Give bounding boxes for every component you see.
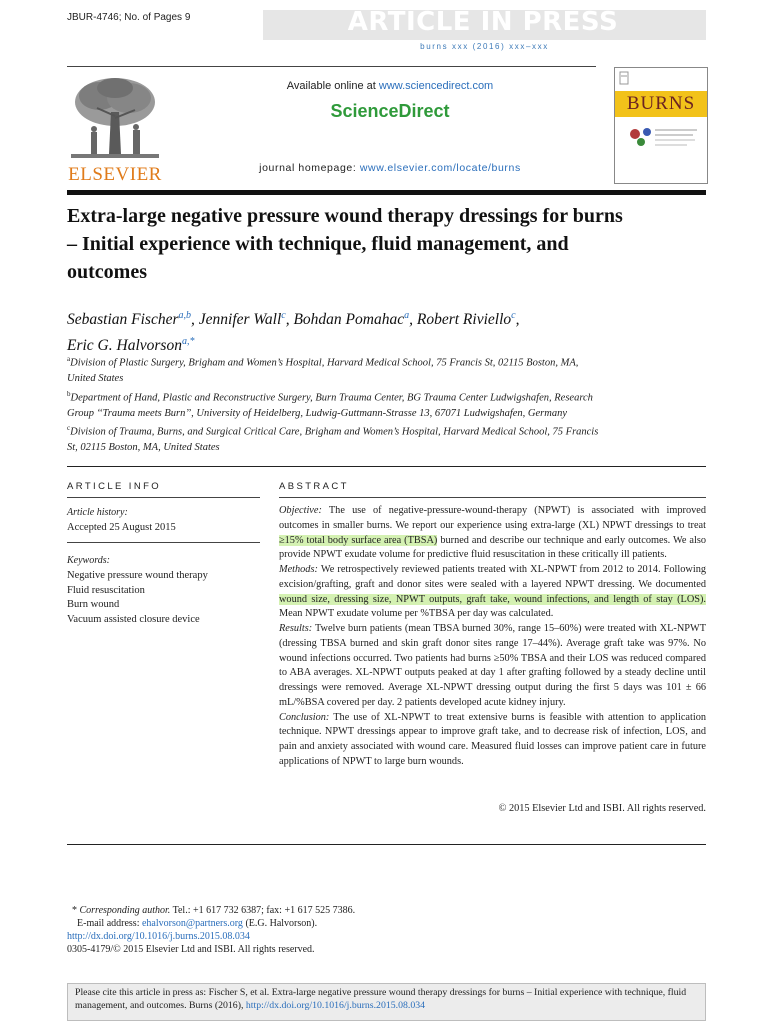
article-in-press-label: ARTICLE IN PRESS [347,7,619,37]
accepted-date: Accepted 25 August 2015 [67,522,176,533]
abstract-rule [279,497,706,498]
author[interactable]: Eric G. Halvorson$^{a,*}$ [67,336,195,355]
doi-link[interactable]: http://dx.doi.org/10.1016/j.burns.2015.08.034 [67,931,250,942]
author-affil-marker[interactable]: a,b [178,310,191,321]
abstract-body [279,504,706,770]
cite-doi-link[interactable]: http://dx.doi.org/10.1016/j.burns.2015.08.034 [245,1000,426,1011]
highlight: wound size, dressing size, NPWT outputs, graft take, wound infections, and length of stay (LOS). [279,593,706,605]
journal-homepage-line [200,162,580,174]
homepage-prefix: journal homepage: [259,162,360,174]
sciencedirect-link[interactable]: www.sciencedirect.com [378,80,494,92]
cite-text: Please cite this article in press as: Fischer S, et al. Extra-large negative pressure wound therapy dressings for burns – Initial experience with technique, fluid management, and outcomes. Burns (2016), http://dx.doi.org/10.1016/j.burns.2015.08.034 [75,987,687,1011]
article-info-heading: ARTICLE INFO [67,481,162,492]
masthead-bottom-rule [67,190,706,195]
author-affil-marker[interactable]: a [404,310,410,321]
affiliation: $^c$Division of Trauma, Burns, and Surgical Critical Care, Brigham and Women’s Hospital, Harvard Medical School, 75 Francis St, 02115 Boston, MA, United States [67,424,599,453]
available-online-line [200,80,580,92]
cover-title: BURNS [626,93,696,114]
keywords-label: Keywords: [67,555,110,566]
author[interactable]: Bohdan Pomahac$^a$, [293,310,417,329]
keywords-rule [67,542,260,543]
keyword: Fluid resuscitation [67,584,145,596]
journal-homepage-link[interactable]: www.elsevier.com/locate/burns [359,162,521,174]
article-id: JBUR-4746; No. of Pages 9 [67,12,191,23]
affiliation: $^a$Division of Plastic Surgery, Brigham and Women’s Hospital, Harvard Medical School, 75 Francis St, 02115 Boston, MA, United States [67,355,579,384]
article-history-label: Article history: [67,507,128,518]
affiliations [67,352,607,456]
author[interactable]: Jennifer Wall$^c$, [198,310,294,329]
abstract-conclusion: Conclusion: The use of XL-NPWT to treat extensive burns is feasible with attention to application technique. NPWT dressings appear to improve graft take, and to decrease risk of infection, LOS, and pain and anxiety associated with wound care. Measured fluid losses can improve patient care in future applications of NPWT to large burn wounds. [279,711,706,767]
keyword: Vacuum assisted closure device [67,614,200,626]
email-line: E-mail address: ehalvorson@partners.org (E.G. Halvorson). [77,918,318,929]
abstract-objective: Objective: The use of negative-pressure-wound-therapy (NPWT) is associated with improved outcomes in smaller burns. We report our experience using extra-large (XL) NPWT dressings to treat ≥15% total body surface area (TBSA) burned and describe our technique and early outcomes. We also provide NPWT exudate volume for predictive fluid resuscitation in these critically ill patients. [279,505,706,561]
keywords-list [67,569,208,628]
keyword: Negative pressure wound therapy [67,570,208,581]
cover-publisher-icon [619,71,629,85]
paper-title: Extra-large negative pressure wound therapy dressings for burns – Initial experience with technique, fluid management, and outcomes [67,205,623,283]
section-divider [67,466,706,467]
masthead-top-rule [67,66,596,67]
abstract-heading: ABSTRACT [279,481,349,492]
elsevier-logo [67,72,163,184]
author[interactable]: Robert Riviello$^c$, [416,310,520,329]
highlight: ≥15% total body surface area (TBSA) [279,534,438,546]
author-affil-marker[interactable]: c [281,310,286,321]
issn-line: 0305-4179/© 2015 Elsevier Ltd and ISBI. All rights reserved. [67,944,315,955]
footnotes [67,904,567,956]
affiliation: $^b$Department of Hand, Plastic and Reconstructive Surgery, Burn Trauma Center, BG Trauma Center Ludwigshafen, Research Group ‘‘Trauma meets Burn’’, University of Heidelberg, Ludwig-Guttmann-Strasse 13, 67071 Ludwigshafen, Germany [67,389,593,419]
abstract-methods: Methods: We retrospectively reviewed patients treated with XL-NPWT from 2012 to 2014. Following excision/grafting, graft and donor sites were sealed with a layered NPWT dressing. We documented wound size, dressing size, NPWT outputs, graft take, wound infections, and length of stay (LOS). Mean NPWT exudate volume per %TBSA per day was calculated. [279,564,706,620]
sciencedirect-logo-text: ScienceDirect [330,101,450,121]
abstract-copyright: © 2015 Elsevier Ltd and ISBI. All rights reserved. [498,803,706,814]
article-info-rule [67,497,260,498]
journal-cover-thumbnail [614,67,708,184]
author-list [67,305,627,357]
email-link[interactable]: ehalvorson@partners.org [141,918,243,929]
corresponding-author-note: * Corresponding author. Tel.: +1 617 732 6387; fax: +1 617 525 7386. [67,905,356,916]
available-prefix: Available online at [286,80,379,92]
author-affil-marker[interactable]: a,* [181,336,195,348]
author[interactable]: Sebastian Fischer$^{a,b}$, [67,310,199,329]
cover-graphic-icon [621,122,701,178]
abstract-bottom-rule [67,844,706,845]
abstract-results: Results: Twelve burn patients (mean TBSA burned 30%, range 15–60%) were treated with XL-NPWT (dressing TBSA burned and skin graft donor sites range 17–44%). Average graft take was 97%. No wound infections occurred. Two patients had burns ≥50% TBSA and their LOS was reduced compared to ABA averages. XL-NPWT outputs peaked at day 1 after grafting followed by a steady decline until dressings were removed. Average XL-NPWT dressing output during the first 5 days was 101 ± 66 mL/%BSA covered per day. 2 patients developed acute kidney injury. [279,623,706,708]
author-affil-marker[interactable]: c [511,310,516,321]
journal-citation-line: burns xxx (2016) xxx–xxx [420,42,549,51]
elsevier-wordmark: ELSEVIER [68,164,162,185]
keyword: Burn wound [67,599,120,611]
